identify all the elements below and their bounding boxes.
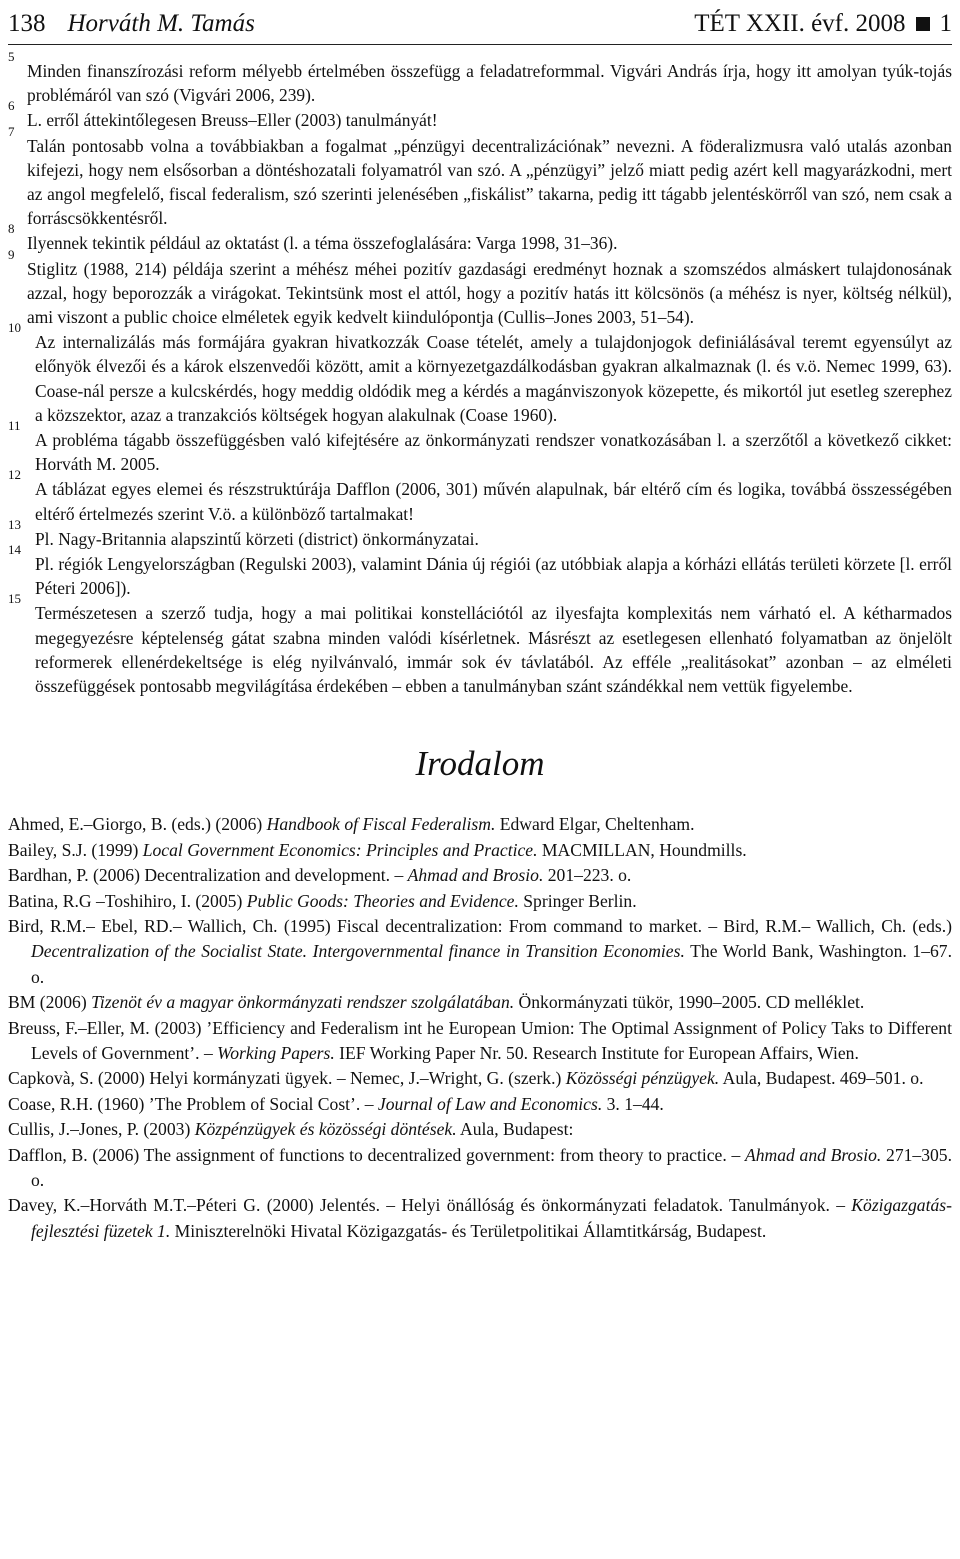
reference-entry [8, 1117, 952, 1142]
reference-entry [8, 1143, 952, 1194]
reference-after: 271–305. o. [31, 1144, 953, 1190]
reference-title: Public Goods: Theories and Evidence. [246, 890, 519, 911]
reference-title: Ahmad and Brosio. [407, 865, 544, 886]
reference-entry [8, 889, 952, 914]
running-header [8, 4, 952, 45]
reference-before: Davey, K.–Horváth M.T.–Péteri G. (2000) Jelentés. – Helyi önállóság és önkormányzati feladatok. Tanulmányok. – [8, 1195, 852, 1216]
footnote-number: 5 [8, 49, 15, 64]
footnote-number: 12 [8, 467, 21, 483]
reference-entry [8, 914, 952, 990]
footnote [8, 123, 952, 231]
footnote [8, 320, 952, 427]
footnote-number: 7 [8, 123, 15, 139]
reference-after: MACMILLAN, Houndmills. [537, 839, 747, 860]
reference-before: Bird, R.M.– Ebel, RD.– Wallich, Ch. (1995) Fiscal decentralization: From command to market. – Bird, R.M.– Wallich, Ch. (eds.) [8, 915, 952, 936]
journal-info [694, 4, 952, 44]
footnote [8, 246, 952, 330]
reference-title: Közösségi pénzügyek. [565, 1068, 720, 1089]
footnote-number: 9 [8, 246, 15, 262]
reference-after: IEF Working Paper Nr. 50. Research Institute for European Affairs, Wien. [334, 1042, 859, 1063]
reference-title: Tizenöt év a magyar önkormányzati rendszer szolgálatában. [91, 992, 515, 1013]
reference-entry [8, 1193, 952, 1244]
reference-entry [8, 1066, 952, 1091]
footnote-text: Stiglitz (1988, 214) példája szerint a méhész méhei pozitív gazdasági eredményt hoznak a szomszédos almáskert tulajdonosának azzal, hogy beporozzák a virágokat. Tekintsünk most el attól, hogy a pozitív hatás itt kölcsönös (a méhész is nyer, költség nélkül), ami viszont a public choice elméletek egyik kedvelt kiindulópontja (Cullis–Jones 2003, 51–54). [27, 258, 952, 328]
reference-before: Bailey, S.J. (1999) [8, 839, 143, 860]
reference-before: Coase, R.H. (1960) ’The Problem of Social Cost’. – [8, 1093, 378, 1114]
square-bullet-icon [916, 17, 930, 31]
reference-entry [8, 1092, 952, 1117]
footnote [8, 49, 952, 107]
reference-title: Decentralization of the Socialist State. Intergovernmental finance in Transition Economies. [31, 941, 685, 962]
references-list [8, 812, 952, 1244]
reference-before: Capkovà, S. (2000) Helyi kormányzati ügyek. – Nemec, J.–Wright, G. (szerk.) [8, 1068, 566, 1089]
reference-after: 3. 1–44. [602, 1093, 664, 1114]
references-heading: Irodalom [415, 744, 545, 784]
footnote [8, 467, 952, 525]
running-author: Horváth M. Tamás [67, 10, 255, 37]
reference-before: Bardhan, P. (2006) Decentralization and development. – [8, 865, 408, 886]
reference-title: Local Government Economics: Principles and Practice. [142, 839, 538, 860]
footnote-text: Pl. Nagy-Britannia alapszintű körzeti (district) önkormányzatai. [35, 528, 479, 549]
reference-title: Journal of Law and Economics. [377, 1093, 603, 1114]
footnote-text: Pl. régiók Lengyelországban (Regulski 2003), valamint Dánia új régiói (az utóbbiak alapja a kórházi ellátás területi körzete [l. erről Péteri 2006]). [35, 554, 952, 599]
reference-after: 201–223. o. [543, 865, 632, 886]
reference-title: Közigazgatás-fejlesztési füzetek 1. [31, 1195, 952, 1241]
reference-before: Ahmed, E.–Giorgo, B. (eds.) (2006) [8, 814, 267, 835]
reference-title: Handbook of Fiscal Federalism. [266, 814, 496, 835]
footnote-text: A probléma tágabb összefüggésben való kifejtésére az önkormányzati rendszer vonatkozásában l. a szerzőtől a következő cikket: Horváth M. 2005. [35, 430, 952, 475]
reference-after: Aula, Budapest. 469–501. o. [719, 1068, 924, 1089]
footnote [8, 418, 952, 476]
footnotes [8, 49, 952, 698]
reference-title: Közpénzügyek és közösségi döntések. [194, 1119, 457, 1140]
reference-entry [8, 863, 952, 888]
reference-before: Dafflon, B. (2006) The assignment of functions to decentralized government: from theory to practice. – [8, 1144, 745, 1165]
footnote-number: 13 [8, 516, 21, 532]
reference-title: Ahmad and Brosio. [744, 1144, 882, 1165]
reference-before: Cullis, J.–Jones, P. (2003) [8, 1119, 195, 1140]
footnote [8, 542, 952, 600]
footnote-number: 14 [8, 542, 21, 558]
journal-title: TÉT XXII. évf. 2008 [694, 10, 906, 37]
reference-before: BM (2006) [8, 992, 92, 1013]
footnote-number: 15 [8, 591, 21, 607]
reference-entry [8, 812, 952, 837]
issue-number: 1 [939, 10, 952, 37]
reference-after: The World Bank, Washington. 1–67. o. [31, 941, 953, 987]
page-number: 138 [8, 10, 46, 37]
reference-after: Aula, Budapest: [456, 1119, 574, 1140]
footnote [8, 98, 952, 132]
reference-after: Miniszterelnöki Hivatal Közigazgatás- és Területpolitikai Államtitkárság, Budapest. [170, 1220, 767, 1241]
footnote-number: 10 [8, 320, 21, 336]
footnote-text: Minden finanszírozási reform mélyebb értelmében összefügg a feladatreformmal. Vigvári András írja, hogy itt amolyan tyúk-tojás problémáról van szó (Vigvári 2006, 239). [27, 61, 952, 106]
footnote-text: Ilyennek tekintik például az oktatást (l. a téma összefoglalására: Varga 1998, 31–36). [27, 233, 618, 254]
reference-entry [8, 990, 952, 1015]
footnote [8, 516, 952, 551]
footnote [8, 591, 952, 698]
footnote-number: 8 [8, 221, 15, 237]
footnote-text: L. erről áttekintőlegesen Breuss–Eller (2003) tanulmányát! [27, 110, 438, 131]
reference-title: Working Papers. [217, 1042, 335, 1063]
reference-before: Batina, R.G –Toshihiro, I. (2005) [8, 890, 247, 911]
reference-entry [8, 1016, 952, 1067]
footnote-number: 11 [8, 418, 21, 434]
footnote-text: Az internalizálás más formájára gyakran hivatkozzák Coase tételét, amely a tulajdonjogok definiálásával teremt egyensúlyt az előnyök élvezői és a károk elszenvedői között, amit a környezetgazdálkodásban gyakran alkalmaznak (l. és v.ö. Nemec 1999, 63). Coase-nál persze a kulcskérdés, hogy meddig oldódik meg a kérdés a magánviszonyok közepette, és mikortól jut esetleg szerephez a közszektor, azaz a tranzakciós költségek hogyan alakulnak (Coase 1960). [35, 332, 952, 425]
footnote-text: Talán pontosabb volna a továbbiakban a fogalmat „pénzügyi decentralizációnak” nevezni. A föderalizmusra való utalás azonban kifejezi, hogy nem elsősorban a döntéshozatali folyamatról van szó. A „pénzügyi” jelző miatt pedig azért kell magyarázkodni, mert az angol megfelelő, fiscal federalism, szó szerinti jelenésében „fiskálist” takarna, pedig itt tágabb jelentéskörről van szó, nem csak a forráscsökkentésről. [27, 135, 952, 229]
reference-before: Breuss, F.–Eller, M. (2003) ’Efficiency and Federalism int he European Umion: The Optimal Assignment of Policy Taks to Different Levels of Government’. – [8, 1017, 952, 1063]
footnote [8, 221, 952, 255]
reference-after: Önkormányzati tükör, 1990–2005. CD melléklet. [514, 992, 865, 1013]
reference-after: Edward Elgar, Cheltenham. [495, 814, 695, 835]
footnote-text: A táblázat egyes elemei és részstruktúrája Dafflon (2006, 301) művén alapulnak, bár eltérő cím és logika, továbbá összességében eltérő értelmezés szerint V.ö. a különböző tartalmakat! [35, 479, 952, 524]
reference-entry [8, 838, 952, 863]
reference-after: Springer Berlin. [518, 890, 637, 911]
footnote-number: 6 [8, 98, 15, 114]
footnote-text: Természetesen a szerző tudja, hogy a mai politikai konstellációtól az ilyesfajta komplexitás nem várható el. A kétharmados megegyezésre képtelenség gátat szabna minden valódi kísérletnek. Másrészt az esetlegesen ellenható folyamatban az önjelölt reformerek ellenérdekeltsége is elég nyilvánvaló, immár sok év távlatából. Az efféle „realitásokat” azonban – az elméleti összefüggések pontosabb megvilágítása érdekében – ebben a tanulmányban szánt szándékkal nem vettük figyelembe. [35, 603, 952, 697]
